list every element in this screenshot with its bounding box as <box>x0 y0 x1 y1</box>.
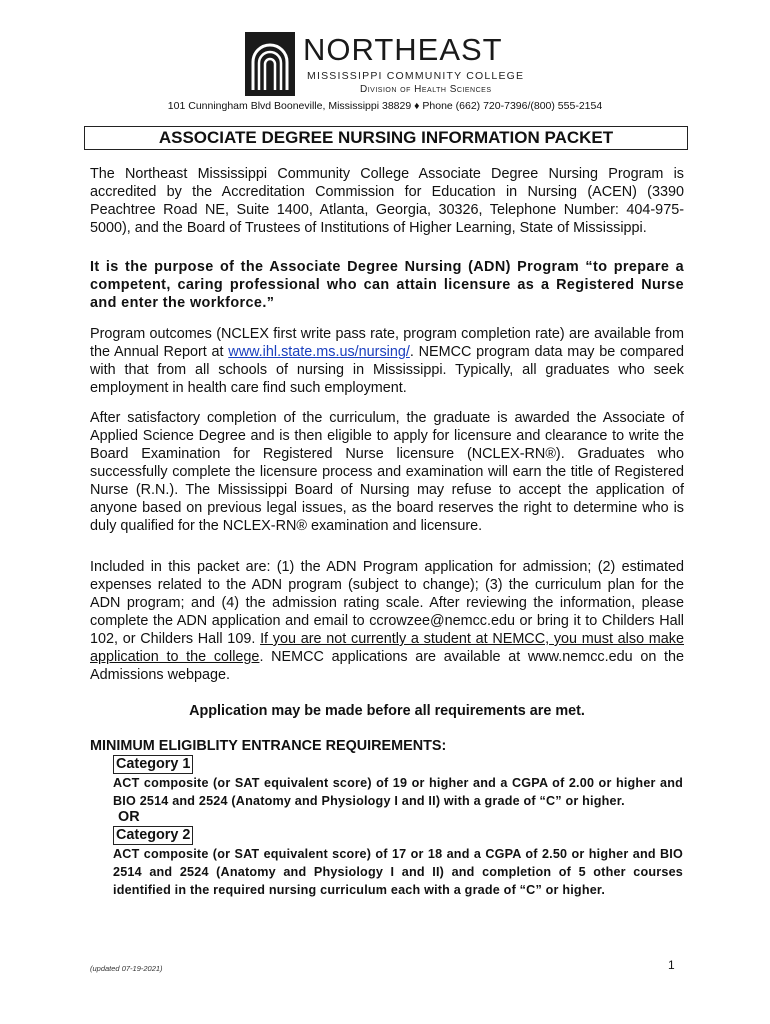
accreditation-paragraph: The Northeast Mississippi Community College Associate Degree Nursing Program is accredited by the Accreditation Commission for Education in Nursing (ACEN) (3390 Peachtree Road NE, Suite 1400, Atlanta, Georgia, 30326, Telephone Number: 404-975-5000), and the Board of Trustees of Institutions of Higher Learning, State of Mississippi. <box>90 166 684 236</box>
category-1-text: ACT composite (or SAT equivalent score) of 19 or higher and a CGPA of 2.00 or higher and BIO 2514 and 2524 (Anatomy and Physiology I and II) with a grade of “C” or higher. <box>113 776 683 808</box>
outcomes-paragraph <box>90 325 684 397</box>
packet-text-end: . NEMCC applications are available at www.nemcc.edu on the Admissions webpage. <box>90 649 684 683</box>
outcomes-text-start: Program outcomes (NCLEX first write pass rate, program completion rate) are available from the Annual Report at <box>90 326 684 360</box>
packet-contents-paragraph <box>90 558 684 684</box>
college-logo <box>245 32 535 96</box>
application-notice: If you are not currently a student at NEMCC, you must also make application to the college <box>90 631 684 665</box>
page-number: 1 <box>668 958 675 972</box>
requirements-heading: MINIMUM ELIGIBLITY ENTRANCE REQUIREMENTS: <box>90 738 447 754</box>
nursing-report-link[interactable]: www.ihl.state.ms.us/nursing/ <box>228 344 410 360</box>
page-title: ASSOCIATE DEGREE NURSING INFORMATION PACKET <box>84 126 688 150</box>
or-separator: OR <box>118 809 140 825</box>
college-address: 101 Cunningham Blvd Booneville, Mississippi 38829 ♦ Phone (662) 720-7396/(800) 555-2154 <box>167 100 603 112</box>
college-subtitle: MISSISSIPPI COMMUNITY COLLEGE <box>307 70 525 82</box>
packet-text-start: Included in this packet are: (1) the ADN Program application for admission; (2) estimated expenses related to the ADN program (subject to change); (3) the curriculum plan for the ADN program; and (4) the admission rating scale. After reviewing the information, please complete the ADN application and email to ccrowzee@nemcc.edu or bring it to Childers Hall 102, or Childers Hall 109. <box>90 559 684 647</box>
outcomes-text-end: . NEMCC program data may be compared with that from all schools of nursing in Mississippi. Typically, all graduates who seek employment in health care find such employment. <box>90 344 685 396</box>
licensure-paragraph: After satisfactory completion of the curriculum, the graduate is awarded the Associate of Applied Science Degree and is then eligible to apply for licensure and clearance to write the Board Examination for Registered Nurse licensure (NCLEX-RN®). Graduates who successfully complete the licensure process and examination will earn the title of Registered Nurse (R.N.). The Mississippi Board of Nursing may refuse to accept the application of anyone based on previous legal issues, as the board reserves the right to determine who is duly qualified for the NCLEX-RN® examination and licensure. <box>90 410 684 534</box>
category-2-text: ACT composite (or SAT equivalent score) of 17 or 18 and a CGPA of 2.50 or higher and BIO 2514 and 2524 (Anatomy and Physiology I and II) and completion of 5 other courses identified in the required nursing curriculum each with a grade of “C” or higher. <box>113 847 683 897</box>
category-2-label: Category 2 <box>113 826 193 845</box>
category-1-label: Category 1 <box>113 755 193 774</box>
updated-date: (updated 07-19-2021) <box>90 964 163 973</box>
application-note: Application may be made before all requirements are met. <box>189 703 585 719</box>
college-name: NORTHEAST <box>303 32 503 67</box>
purpose-statement: It is the purpose of the Associate Degree Nursing (ADN) Program “to prepare a competent, caring professional who can attain licensure as a Registered Nurse and enter the workforce.” <box>90 259 684 311</box>
college-division: Division of Health Sciences <box>360 84 492 95</box>
nemcc-arch-logo-icon <box>245 32 295 96</box>
